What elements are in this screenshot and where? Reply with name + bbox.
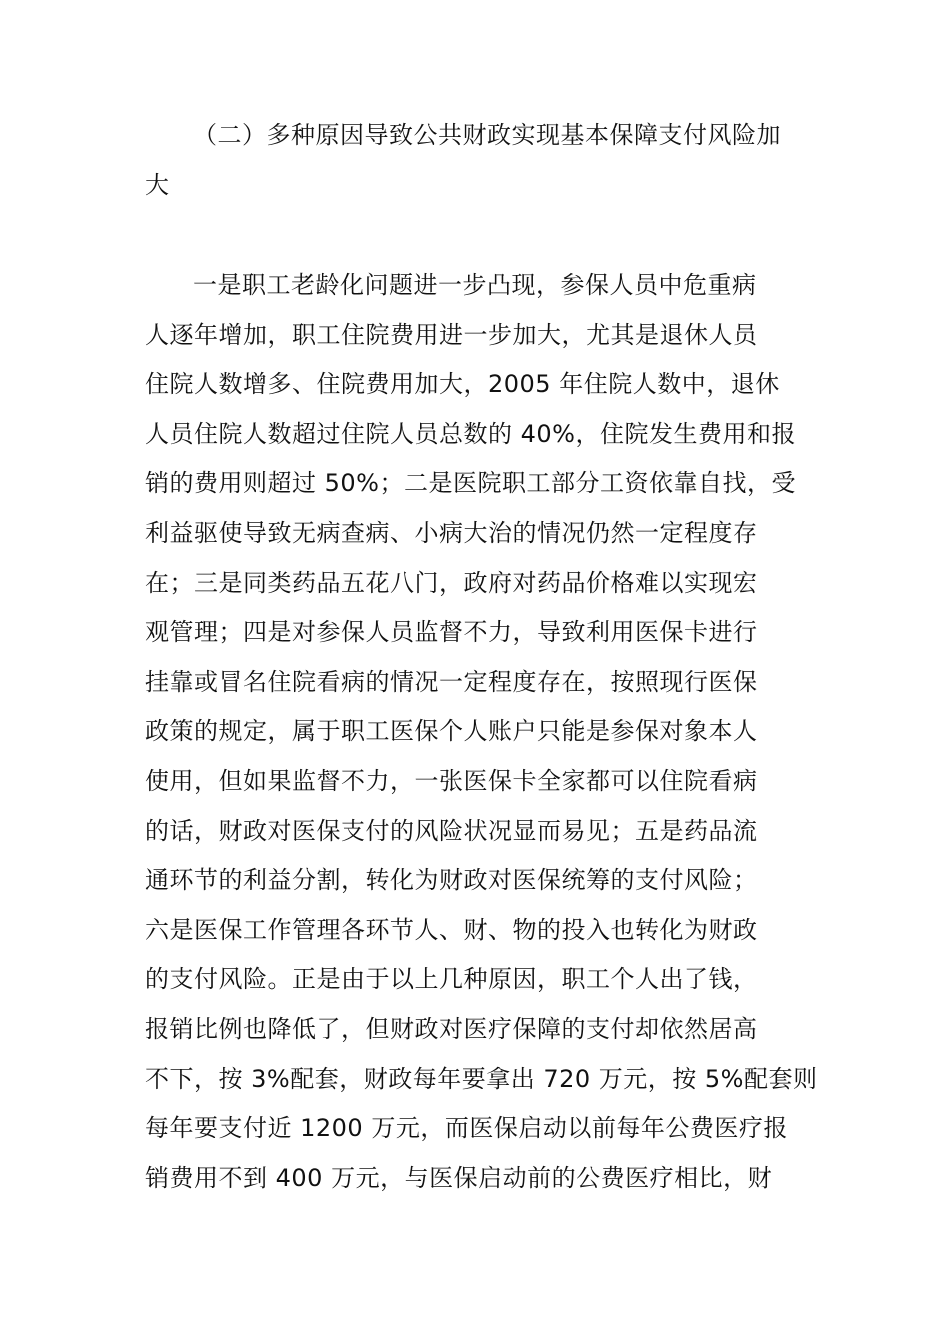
paragraph-line: 的支付风险。正是由于以上几种原因，职工个人出了钱， <box>145 965 758 994</box>
heading-line: （二）多种原因导致公共财政实现基本保障支付风险加 <box>193 121 781 149</box>
paragraph-line: 通环节的利益分割，转化为财政对医保统筹的支付风险； <box>145 866 758 895</box>
heading-line: 大 <box>145 171 170 199</box>
paragraph-line: 六是医保工作管理各环节人、财、物的投入也转化为财政 <box>145 915 758 944</box>
paragraph-line: 人员住院人数超过住院人员总数的 40%，住院发生费用和报 <box>145 419 796 448</box>
paragraph-line: 的话，财政对医保支付的风险状况显而易见；五是药品流 <box>145 816 758 845</box>
section-heading <box>145 110 810 210</box>
paragraph-line: 每年要支付近 1200 万元，而医保启动以前每年公费医疗报 <box>145 1114 788 1143</box>
paragraph-line: 销费用不到 400 万元，与医保启动前的公费医疗相比，财 <box>145 1163 773 1192</box>
paragraph-line: 销的费用则超过 50%；二是医院职工部分工资依靠自找，受 <box>145 469 796 498</box>
paragraph-line: 住院人数增多、住院费用加大，2005 年住院人数中，退休 <box>145 370 780 399</box>
paragraph-line: 人逐年增加，职工住院费用进一步加大，尤其是退休人员 <box>145 320 758 349</box>
paragraph-line: 使用，但如果监督不力，一张医保卡全家都可以住院看病 <box>145 766 758 795</box>
paragraph-line: 观管理；四是对参保人员监督不力，导致利用医保卡进行 <box>145 618 758 647</box>
paragraph-line: 利益驱使导致无病查病、小病大治的情况仍然一定程度存 <box>145 518 758 547</box>
paragraph-line: 在；三是同类药品五花八门，政府对药品价格难以实现宏 <box>145 568 758 597</box>
paragraph-line: 报销比例也降低了，但财政对医疗保障的支付却依然居高 <box>145 1014 758 1043</box>
paragraph-line: 不下，按 3%配套，财政每年要拿出 720 万元，按 5%配套则 <box>145 1064 818 1093</box>
paragraph-line: 政策的规定，属于职工医保个人账户只能是参保对象本人 <box>145 717 758 746</box>
body-paragraph <box>145 261 818 1203</box>
paragraph-line: 挂靠或冒名住院看病的情况一定程度存在，按照现行医保 <box>145 667 758 696</box>
paragraph-line: 一是职工老龄化问题进一步凸现，参保人员中危重病 <box>193 271 757 299</box>
